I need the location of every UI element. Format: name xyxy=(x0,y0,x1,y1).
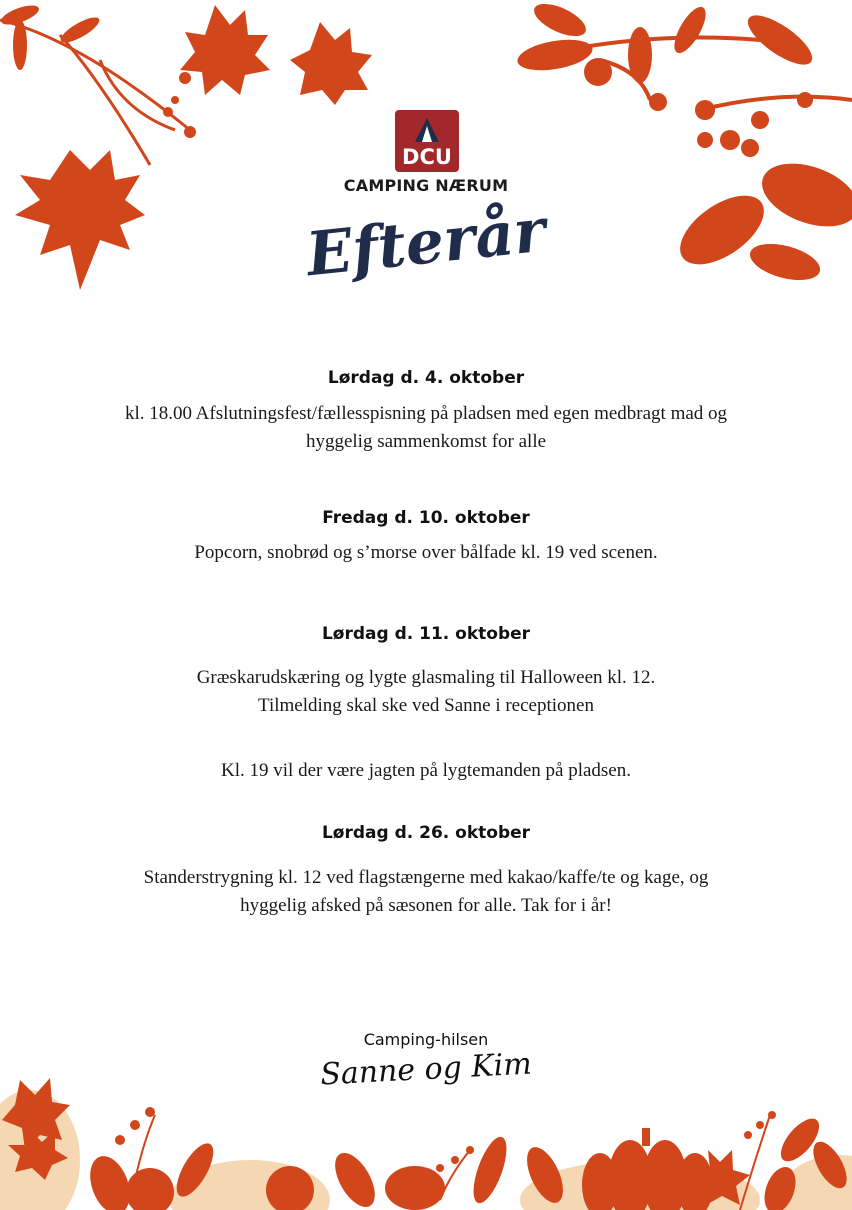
tent-icon xyxy=(413,116,441,144)
berry-branch-icon xyxy=(515,0,819,157)
event-line: Græskarudskæring og lygte glasmaling til Halloween kl. 12. xyxy=(196,667,656,688)
berry-branch-icon xyxy=(0,20,190,165)
page-title: Efterår xyxy=(303,195,549,291)
dcu-logo xyxy=(395,110,459,172)
event-line: hyggelig sammenkomst for alle xyxy=(305,431,547,452)
event-description xyxy=(0,757,852,785)
maple-leaf-icon xyxy=(180,5,270,95)
event-section xyxy=(0,368,852,388)
event-section xyxy=(0,624,852,644)
event-heading: Lørdag d. 26. oktober xyxy=(321,823,531,843)
brand-name: CAMPING NÆRUM xyxy=(343,176,509,195)
closing-greeting: Camping-hilsen xyxy=(363,1030,489,1049)
event-description xyxy=(0,400,852,456)
logo-text: DCU xyxy=(402,145,452,169)
event-description xyxy=(0,864,852,920)
event-section xyxy=(0,823,852,843)
event-line: Tilmelding skal ske ved Sanne i receptionen xyxy=(258,695,594,716)
signature: Sanne og Kim xyxy=(319,1046,533,1093)
event-line: Popcorn, snobrød og s’morse over bålfade kl. 19 ved scenen. xyxy=(194,542,658,563)
event-line: hyggelig afsked på sæsonen for alle. Tak for i år! xyxy=(240,895,612,916)
maple-leaf-icon xyxy=(290,22,372,105)
event-description xyxy=(0,539,852,567)
event-line: kl. 18.00 Afslutningsfest/fællesspisning på pladsen med egen medbragt mad og xyxy=(124,403,728,424)
event-section xyxy=(0,508,852,528)
berry-branch-icon xyxy=(0,2,196,138)
event-heading: Fredag d. 10. oktober xyxy=(322,508,530,528)
event-line: Standerstrygning kl. 12 ved flagstængerne med kakao/kaffe/te og kage, og xyxy=(143,867,709,888)
event-description xyxy=(0,664,852,720)
event-heading: Lørdag d. 11. oktober xyxy=(321,624,531,644)
event-line: Kl. 19 vil der være jagten på lygtemanden på pladsen. xyxy=(221,760,631,781)
pumpkin-icon xyxy=(582,1128,713,1210)
event-heading: Lørdag d. 4. oktober xyxy=(327,368,525,388)
